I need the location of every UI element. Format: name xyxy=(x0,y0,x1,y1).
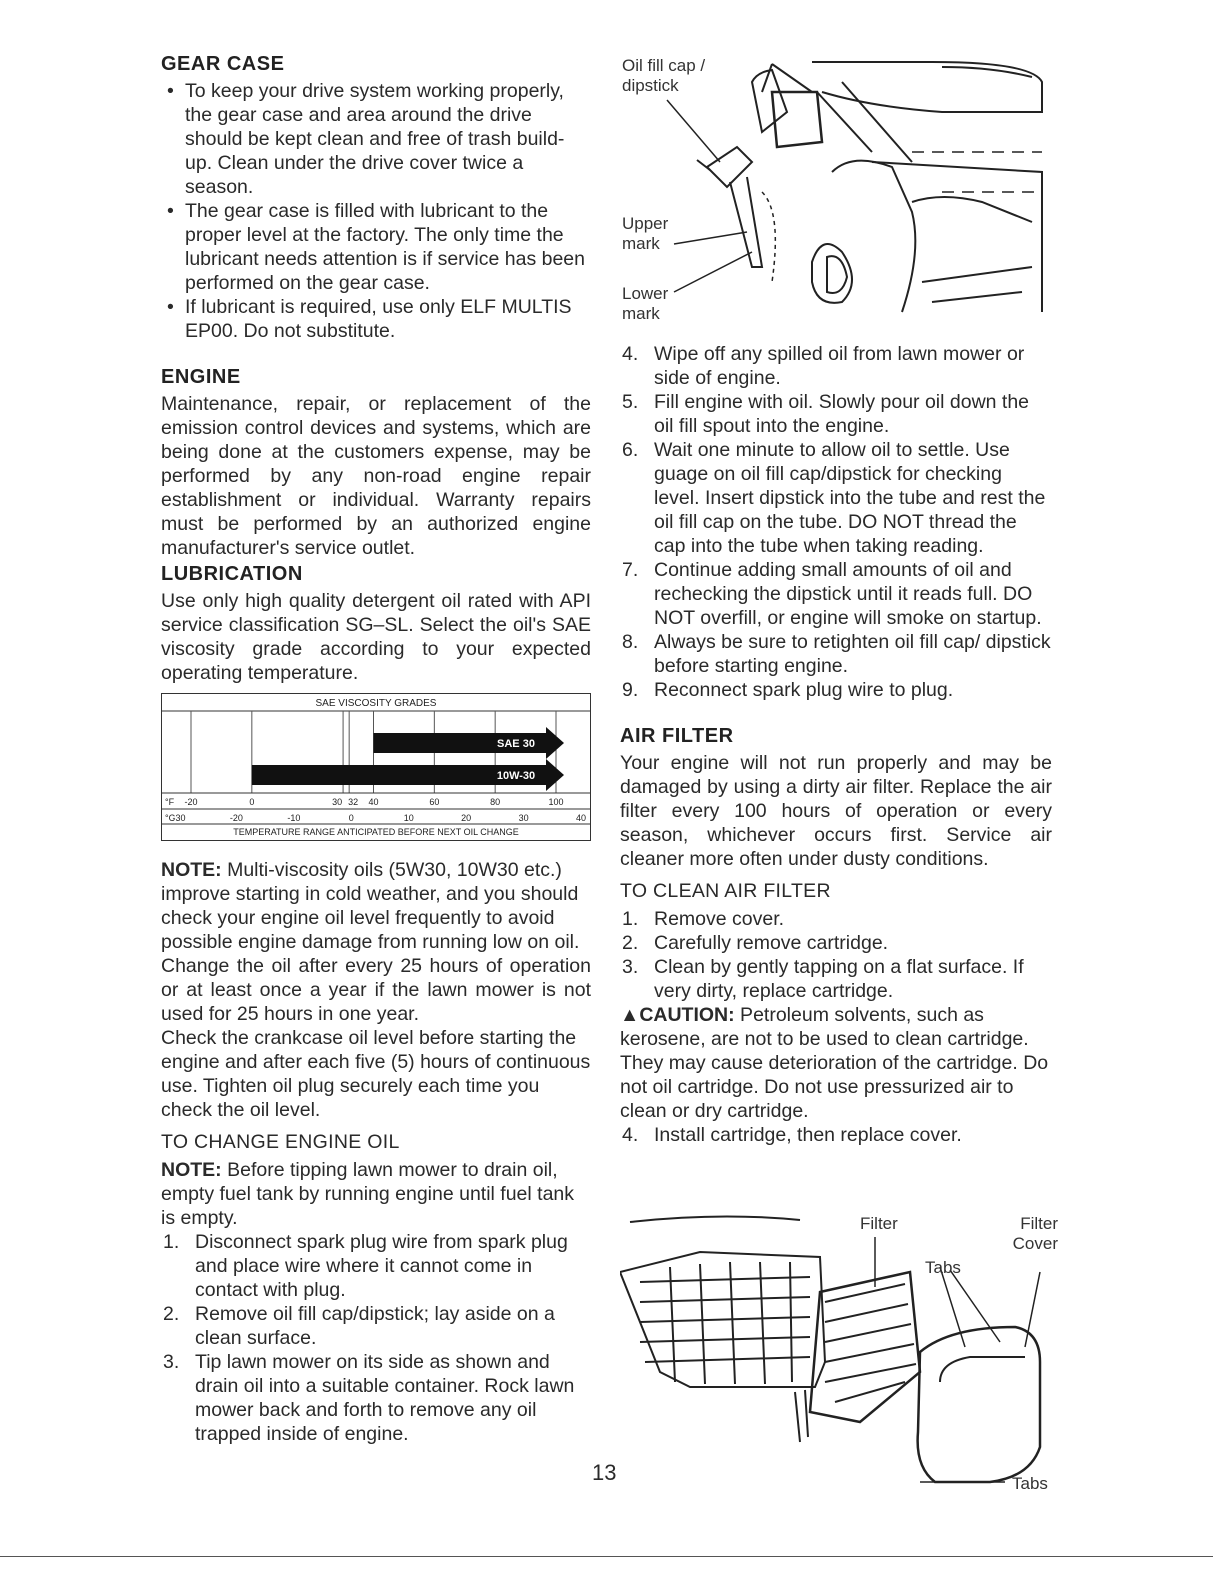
f-tick-label: 60 xyxy=(429,797,440,807)
filter-step: 3. Clean by gently tapping on a flat surface. If very dirty, replace cartridge. xyxy=(622,956,1024,1002)
lubrication-heading: LUBRICATION xyxy=(161,563,303,585)
label-upper-mark: Upper mark xyxy=(622,214,669,253)
viscosity-chart xyxy=(161,693,591,841)
check-oil-text: Check the crankcase oil level before starting the engine and after each five (5) hours of continuous use. Tighten oil plug securely each time you check the oil level. xyxy=(161,1027,591,1121)
engine-text: Maintenance, repair, or replacement of the emission control devices and systems, which are being done at the customers expense, may be performed by any non-road engine repair establishment or individual. Warranty repairs must be performed by an authorized engine manufacturer's service outlet. xyxy=(161,393,591,559)
c-tick-label: 30 xyxy=(518,813,529,823)
viscosity-bar-label: SAE 30 xyxy=(497,738,535,750)
right-column xyxy=(620,342,1052,1147)
oil-step: 6. Wait one minute to allow oil to settle. Use guage on oil fill cap/dipstick for checking level. Insert dipstick into the tube and rest the oil fill cap on the tube. DO NOT thread the cap into the tube when taking reading. xyxy=(622,439,1046,557)
label-oil-fill-cap: Oil fill cap / dipstick xyxy=(622,56,706,95)
air-filter-figure xyxy=(620,1212,1060,1502)
engine-heading: ENGINE xyxy=(161,366,241,388)
change-oil-heading: TO CHANGE ENGINE OIL xyxy=(161,1131,400,1153)
f-tick-label: 80 xyxy=(490,797,501,807)
oil-step: 1. Disconnect spark plug wire from spark plug and place wire where it cannot come in contact with plug. xyxy=(163,1231,568,1301)
f-tick-label: 100 xyxy=(548,797,564,807)
gear-case-bullet: • If lubricant is required, use only ELF MULTIS EP00. Do not substitute. xyxy=(167,296,572,342)
c-tick-label: 20 xyxy=(461,813,472,823)
note-multiviscosity: NOTE: Multi-viscosity oils (5W30, 10W30 etc.) improve starting in cold weather, and you should check your engine oil level frequently to avoid possible engine damage from running low on oil. xyxy=(161,859,580,953)
filter-step: 4. Install cartridge, then replace cover. xyxy=(622,1124,962,1146)
lubrication-text: Use only high quality detergent oil rated with API service classification SG–SL. Select the oil's SAE viscosity grade according to your expected operating temperature. xyxy=(161,590,591,684)
label-filter: Filter xyxy=(860,1214,898,1233)
label-filter-cover: Filter Cover xyxy=(1012,1214,1058,1253)
c-tick-label: 0 xyxy=(348,813,354,823)
oil-step: 4. Wipe off any spilled oil from lawn mower or side of engine. xyxy=(622,343,1025,389)
bottom-rule xyxy=(0,1556,1213,1557)
label-lower-mark: Lower mark xyxy=(622,284,669,323)
dipstick-figure xyxy=(612,52,1052,332)
gear-case-bullet: • To keep your drive system working properly, the gear case and area around the drive should be kept clean and free of trash build-up. Clean under the drive cover twice a season. xyxy=(167,80,565,198)
c-tick-label: -30 xyxy=(172,813,186,823)
oil-step: 8. Always be sure to retighten oil fill cap/ dipstick before starting engine. xyxy=(622,631,1051,677)
c-unit-label: °C xyxy=(165,813,176,823)
c-tick-label: -10 xyxy=(287,813,301,823)
page-number: 13 xyxy=(592,1460,617,1485)
warning-triangle-icon: ▲ xyxy=(620,1004,640,1026)
air-filter-text: Your engine will not run properly and may be damaged by using a dirty air filter. Replace the air filter every 100 hours of operation or every season, whichever occurs first. Service air cleaner more often under dusty conditions. xyxy=(620,752,1052,870)
filter-step: 1. Remove cover. xyxy=(622,908,785,930)
f-tick-label: -20 xyxy=(184,797,198,807)
f-tick-label: 30 xyxy=(332,797,343,807)
viscosity-bar-label: 10W-30 xyxy=(496,770,536,782)
gear-case-bullet: • The gear case is filled with lubricant to the proper level at the factory. The only time the lubricant needs attention is if service has been performed on the gear case. xyxy=(167,200,585,294)
f-unit-label: °F xyxy=(165,797,175,807)
oil-step: 9. Reconnect spark plug wire to plug. xyxy=(622,679,954,701)
chart-title: SAE VISCOSITY GRADES xyxy=(315,698,437,709)
viscosity-bar xyxy=(252,759,564,791)
oil-step: 7. Continue adding small amounts of oil and rechecking the dipstick until it reads full. DO NOT overfill, or engine will smoke on startup. xyxy=(622,559,1042,629)
f-tick-label: 32 xyxy=(348,797,359,807)
label-tabs-lower: Tabs xyxy=(1012,1474,1048,1493)
c-tick-label: -20 xyxy=(229,813,243,823)
filter-step: 2. Carefully remove cartridge. xyxy=(622,932,889,954)
c-tick-label: 40 xyxy=(575,813,587,823)
clean-air-filter-heading: TO CLEAN AIR FILTER xyxy=(620,880,831,902)
c-tick-label: 10 xyxy=(403,813,414,823)
caution-text: ▲CAUTION: Petroleum solvents, such as kerosene, are not to be used to clean cartridge. They may cause deterioration of the cartridge. Do not oil cartridge. Do not use pressurized air to clean or dry cartridge. xyxy=(620,1004,1049,1122)
chart-xlabel: TEMPERATURE RANGE ANTICIPATED BEFORE NEXT OIL CHANGE xyxy=(233,827,519,837)
oil-step: 2. Remove oil fill cap/dipstick; lay aside on a clean surface. xyxy=(163,1303,555,1349)
label-tabs-upper: Tabs xyxy=(925,1258,961,1277)
oil-step: 3. Tip lawn mower on its side as shown and drain oil into a suitable container. Rock lawn mower back and forth to remove any oil trapped inside of engine. xyxy=(163,1351,575,1445)
change-interval-text: Change the oil after every 25 hours of operation or at least once a year if the lawn mower is not used for 25 hours in one year. xyxy=(161,955,591,1025)
oil-step: 5. Fill engine with oil. Slowly pour oil down the oil fill spout into the engine. xyxy=(622,391,1030,437)
gear-case-heading: GEAR CASE xyxy=(161,53,285,75)
change-oil-note: NOTE: Before tipping lawn mower to drain oil, empty fuel tank by running engine until fuel tank is empty. xyxy=(161,1159,575,1229)
viscosity-bar-shape xyxy=(374,727,565,759)
left-column xyxy=(161,52,591,1446)
viscosity-bar xyxy=(374,727,565,759)
f-tick-label: 0 xyxy=(249,797,255,807)
air-filter-illustration xyxy=(620,1212,1060,1502)
air-filter-heading: AIR FILTER xyxy=(620,725,734,747)
f-tick-label: 40 xyxy=(368,797,379,807)
